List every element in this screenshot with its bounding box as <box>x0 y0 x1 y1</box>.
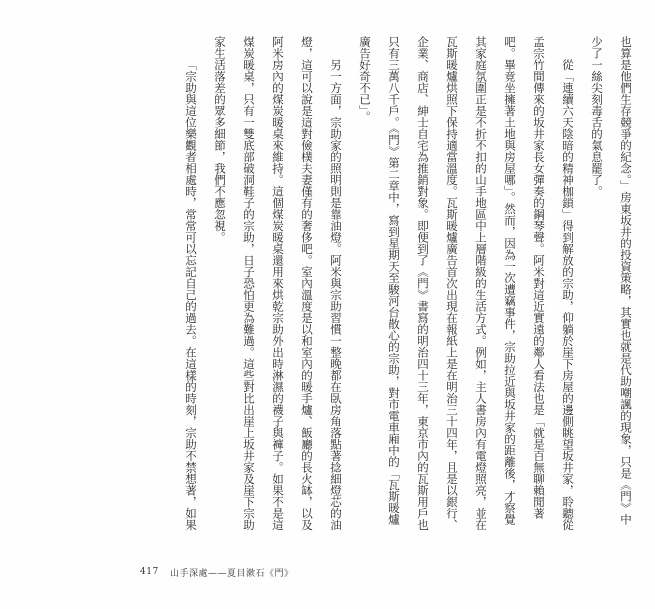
text-column: 阿米房內的煤炭暖桌來維持。這個煤炭暖桌還用來烘乾宗助外出時淋濕的襪子與褲子。如果不是這 <box>271 36 285 531</box>
text-column: 另一方面，宗助家的照明則是靠油燈。阿米與宗助習慣一整晚都在臥房角落點著捻細燈芯的油 <box>329 59 343 531</box>
text-column: 家生活落差的眾多細節，我們不應忽視。 <box>213 36 227 243</box>
text-column: 其家庭氛圍正是不折不扣的山手地區中上層階級的生活方式。例如，主人書房內有電燈照亮，並在 <box>474 36 488 531</box>
text-column: 「宗助與這位樂觀者相處時，常常可以忘記自己的過去。在這樣的時刻，宗助不禁想著，如果 <box>184 59 198 531</box>
text-column: 企業、商店、紳士自宅為推銷對象。即便到了《門》書寫的明治四十三年，東京市內的瓦斯用戶也 <box>416 36 430 531</box>
text-column: 煤炭暖桌，只有一雙底部破洞鞋子的宗助，日子恐怕更為難過。這些對比出崖上坂井家及崖下宗助 <box>242 36 256 531</box>
page-number: 417 <box>140 567 159 577</box>
text-column: 燈，這可以說是這對儉樸夫妻僅有的奢侈吧。室內溫度是以和室內的暖手爐、飯廳的長火缽，以及 <box>300 36 314 531</box>
running-title: 山手深處——夏目漱石《門》 <box>170 568 294 579</box>
text-column: 少了一絲尖刻毒舌的氣息罷了。 <box>590 36 604 197</box>
page-footer <box>140 565 294 579</box>
text-column: 吧。畢竟坐擁著土地與房屋哪」。然而，因為一次遭竊事件，宗助拉近與坂井家的距離後，才察覺 <box>503 36 517 525</box>
text-column: 瓦斯暖爐烘照下保持適當溫度。瓦斯暖爐廣告首次出現在報紙上是在明治三十四年，且是以銀行、 <box>445 36 459 531</box>
text-column: 廣告好奇不已」。 <box>358 36 372 123</box>
text-column: 也算是他們生存競爭的紀念。」房東坂井的投資策略，其實也就是代助嘲諷的現象，只是《門》中 <box>619 36 633 525</box>
body-text <box>176 36 640 540</box>
text-column: 只有三萬八千戶。《門》第二章中，寫到星期天至駿河台散心的宗助，對市電車廂中的「瓦斯暖爐 <box>387 36 401 525</box>
text-column: 孟宗竹間傳來的坂井家長女彈奏的鋼琴聲。阿米對這近實遠的鄰人看法也是「就是百無聊賴閒著 <box>532 36 546 519</box>
text-column: 從「連續六天陰暗的精神枷鎖」得到解放的宗助，仰躺於崖下房屋的邊側眺望坂井家，聆聽從 <box>561 59 575 531</box>
